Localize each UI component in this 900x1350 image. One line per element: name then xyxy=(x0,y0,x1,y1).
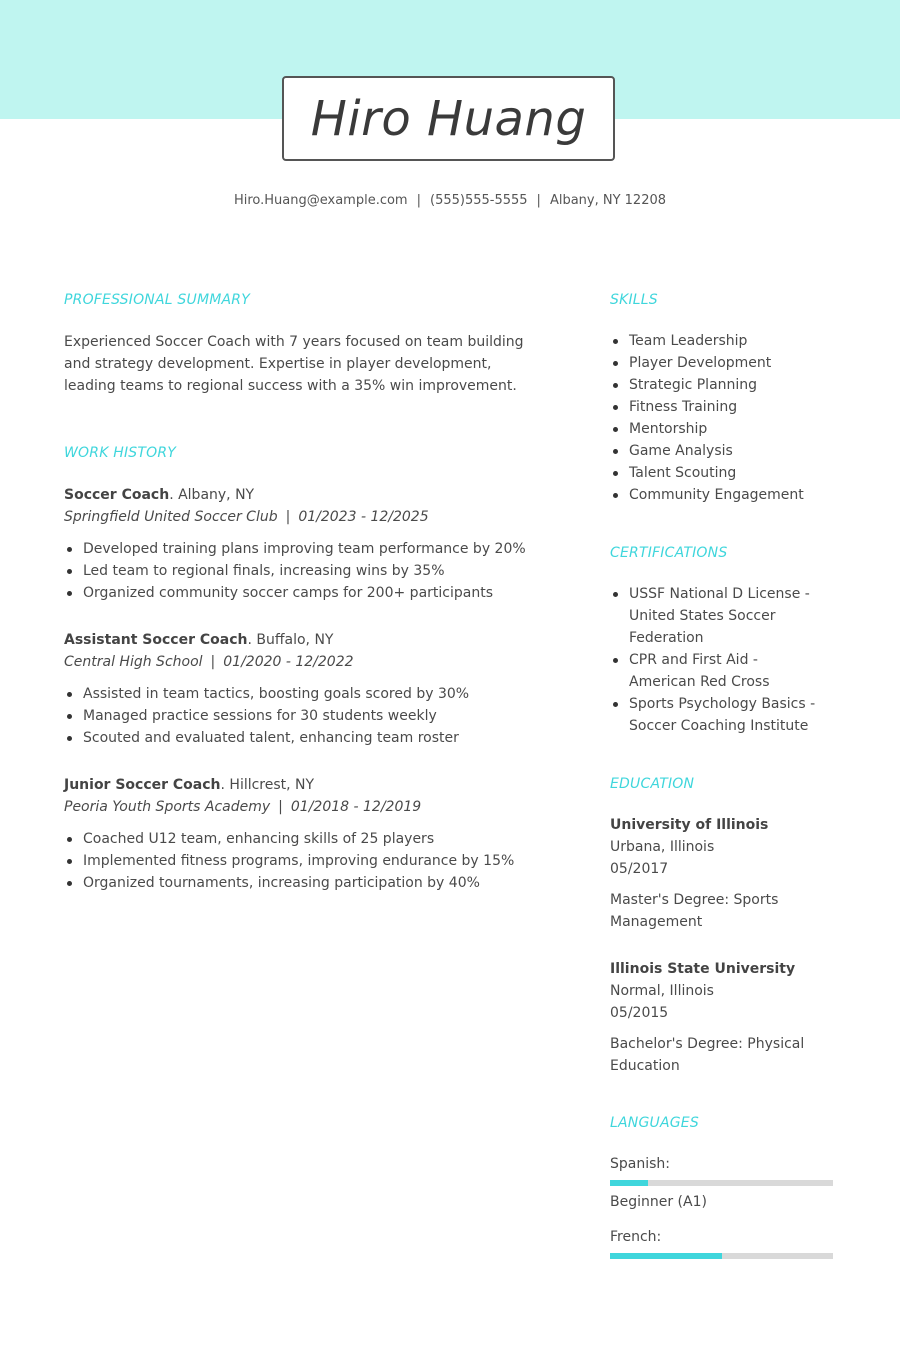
education-entry xyxy=(610,958,840,1077)
job-header xyxy=(64,629,544,651)
right-column xyxy=(610,290,840,1259)
list-item: Coached U12 team, enhancing skills of 25 players xyxy=(64,828,544,850)
job-entry xyxy=(64,774,544,894)
left-column xyxy=(64,290,544,894)
name-box xyxy=(282,76,615,161)
list-item: Game Analysis xyxy=(610,440,840,462)
language-entry xyxy=(610,1153,840,1213)
language-level-fill xyxy=(610,1180,648,1186)
list-item: Sports Psychology Basics - Soccer Coaching Institute xyxy=(610,693,825,737)
job-location: . Hillcrest, NY xyxy=(220,777,315,793)
languages-title: LANGUAGES xyxy=(610,1115,699,1131)
education-school: University of Illinois xyxy=(610,817,769,833)
contact-separator: | xyxy=(416,193,421,208)
education-title: EDUCATION xyxy=(610,776,695,792)
job-dates: 01/2018 - 12/2019 xyxy=(290,799,422,815)
education-location: Urbana, Illinois xyxy=(610,839,715,855)
contact-email[interactable]: Hiro.Huang@example.com xyxy=(233,193,408,208)
list-item: Scouted and evaluated talent, enhancing team roster xyxy=(64,727,544,749)
list-item: Talent Scouting xyxy=(610,462,840,484)
job-role: Junior Soccer Coach xyxy=(64,777,221,793)
language-name: Spanish: xyxy=(610,1156,670,1172)
language-level-bar xyxy=(610,1253,833,1259)
skills-title: SKILLS xyxy=(610,292,658,308)
list-item: Led team to regional finals, increasing wins by 35% xyxy=(64,560,544,582)
education-date: 05/2015 xyxy=(610,1005,669,1021)
job-employer-line xyxy=(64,796,544,818)
list-item: Mentorship xyxy=(610,418,840,440)
candidate-name: Hiro Huang xyxy=(310,90,587,147)
language-name: French: xyxy=(610,1229,662,1245)
job-header xyxy=(64,484,544,506)
job-role: Assistant Soccer Coach xyxy=(64,632,248,648)
list-item: Strategic Planning xyxy=(610,374,840,396)
certifications-list xyxy=(610,583,825,737)
education-date: 05/2017 xyxy=(610,861,669,877)
job-bullets xyxy=(64,828,544,894)
education-school: Illinois State University xyxy=(610,961,796,977)
education-degree: Bachelor's Degree: Physical Education xyxy=(610,1036,805,1074)
job-employer: Central High School xyxy=(64,654,203,670)
summary-text: Experienced Soccer Coach with 7 years focused on team building and strategy development. Expertise in player development, leading teams to regional success with a 35% win improvement. xyxy=(64,334,524,394)
job-separator: | xyxy=(210,654,216,670)
job-separator: | xyxy=(278,799,283,815)
job-role: Soccer Coach xyxy=(64,487,170,503)
language-entry xyxy=(610,1226,840,1259)
list-item: Developed training plans improving team performance by 20% xyxy=(64,538,544,560)
job-entry xyxy=(64,484,544,604)
education-entry xyxy=(610,814,840,933)
job-employer-line xyxy=(64,506,544,528)
job-separator: | xyxy=(285,509,291,525)
list-item: Team Leadership xyxy=(610,330,840,352)
work-history-title: WORK HISTORY xyxy=(64,445,177,461)
language-level-bar xyxy=(610,1180,833,1186)
list-item: Player Development xyxy=(610,352,840,374)
list-item: CPR and First Aid - American Red Cross xyxy=(610,649,825,693)
list-item: Organized community soccer camps for 200+ participants xyxy=(64,582,544,604)
list-item: USSF National D License - United States Soccer Federation xyxy=(610,583,825,649)
job-header xyxy=(64,774,544,796)
job-employer: Springfield United Soccer Club xyxy=(64,509,278,525)
list-item: Assisted in team tactics, boosting goals scored by 30% xyxy=(64,683,544,705)
job-employer-line xyxy=(64,651,544,673)
certifications-title: CERTIFICATIONS xyxy=(610,545,728,561)
job-entry xyxy=(64,629,544,749)
contact-location: Albany, NY 12208 xyxy=(549,193,667,208)
job-dates: 01/2023 - 12/2025 xyxy=(298,509,429,525)
job-employer: Peoria Youth Sports Academy xyxy=(64,799,271,815)
list-item: Organized tournaments, increasing participation by 40% xyxy=(64,872,544,894)
contact-phone[interactable]: (555)555-5555 xyxy=(430,193,528,208)
list-item: Community Engagement xyxy=(610,484,840,506)
language-level-fill xyxy=(610,1253,722,1259)
job-bullets xyxy=(64,683,544,749)
education-location: Normal, Illinois xyxy=(610,983,714,999)
job-dates: 01/2020 - 12/2022 xyxy=(223,654,354,670)
job-bullets xyxy=(64,538,544,604)
summary-title: PROFESSIONAL SUMMARY xyxy=(64,292,250,308)
contact-separator: | xyxy=(536,193,541,208)
skills-list xyxy=(610,330,840,506)
list-item: Fitness Training xyxy=(610,396,840,418)
list-item: Managed practice sessions for 30 students weekly xyxy=(64,705,544,727)
education-degree: Master's Degree: Sports Management xyxy=(610,892,779,930)
list-item: Implemented fitness programs, improving endurance by 15% xyxy=(64,850,544,872)
job-location: . Albany, NY xyxy=(169,487,255,503)
language-level: Beginner (A1) xyxy=(610,1194,707,1210)
contact-line xyxy=(0,192,900,210)
job-location: . Buffalo, NY xyxy=(247,632,334,648)
